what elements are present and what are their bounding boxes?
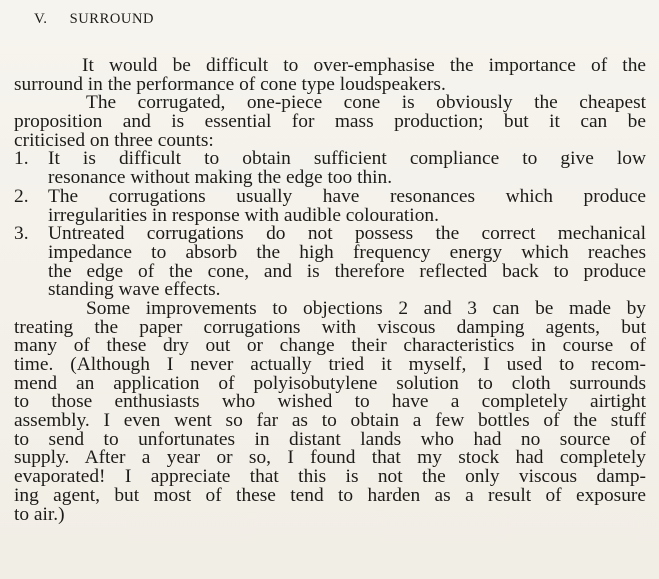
- text-line: Some improvements to objections 2 and 3 can be made by: [86, 297, 646, 319]
- text-line: criticised on three counts:: [14, 129, 214, 151]
- list-marker: 2.: [14, 185, 29, 207]
- list-item: [14, 225, 646, 300]
- section-title: SURROUND: [69, 11, 155, 27]
- paragraph-intro: [14, 57, 646, 94]
- section-heading: [34, 10, 154, 28]
- text-line: standing wave effects.: [48, 279, 221, 301]
- text-line: The corrugated, one-piece cone is obviously the cheapest: [86, 92, 646, 114]
- text-line: resonance without making the edge too thin.: [48, 167, 393, 189]
- body-text: [14, 57, 646, 524]
- text-line: assembly. I even went so far as to obtain a few bottles of the stuff: [14, 410, 646, 432]
- list-item: [14, 150, 646, 187]
- text-line: It would be difficult to over-emphasise the importance of the: [82, 55, 646, 76]
- text-line: to send to unfortunates in distant lands who had no source of: [14, 428, 646, 450]
- text-line: surround in the performance of cone type loudspeakers.: [14, 73, 446, 95]
- text-line: ing agent, but most of these tend to harden as a result of exposure: [14, 484, 646, 506]
- text-line: to air.): [14, 503, 65, 525]
- list-marker: 1.: [14, 148, 29, 170]
- paragraph-cone: [14, 94, 646, 150]
- text-line: irregularities in response with audible colouration.: [48, 204, 439, 226]
- text-line: It is difficult to obtain sufficient compliance to give low: [48, 148, 646, 170]
- list-marker: 3.: [14, 223, 29, 245]
- text-line: evaporated! I appreciate that this is not the only viscous damp-: [14, 466, 646, 488]
- paragraph-improvements: [14, 297, 646, 525]
- text-line: time. (Although I never actually tried it myself, I used to recom-: [14, 354, 646, 375]
- section-number: V.: [34, 11, 48, 27]
- text-line: mend an application of polyisobutylene solution to cloth surrounds: [14, 372, 646, 394]
- text-line: impedance to absorb the high frequency energy which reaches: [48, 241, 646, 263]
- text-line: supply. After a year or so, I found that my stock had completely: [14, 447, 646, 469]
- text-line: proposition and is essential for mass production; but it can be: [14, 111, 646, 133]
- text-line: treating the paper corrugations with viscous damping agents, but: [14, 316, 646, 338]
- text-line: many of these dry out or change their characteristics in course of: [14, 335, 646, 357]
- text-line: the edge of the cone, and is therefore reflected back to produce: [48, 260, 646, 282]
- text-line: Untreated corrugations do not possess the correct mechanical: [48, 223, 646, 245]
- text-line: The corrugations usually have resonances which produce: [48, 185, 646, 207]
- text-line: to those enthusiasts who wished to have a completely airtight: [14, 391, 646, 413]
- list-item: [14, 185, 646, 226]
